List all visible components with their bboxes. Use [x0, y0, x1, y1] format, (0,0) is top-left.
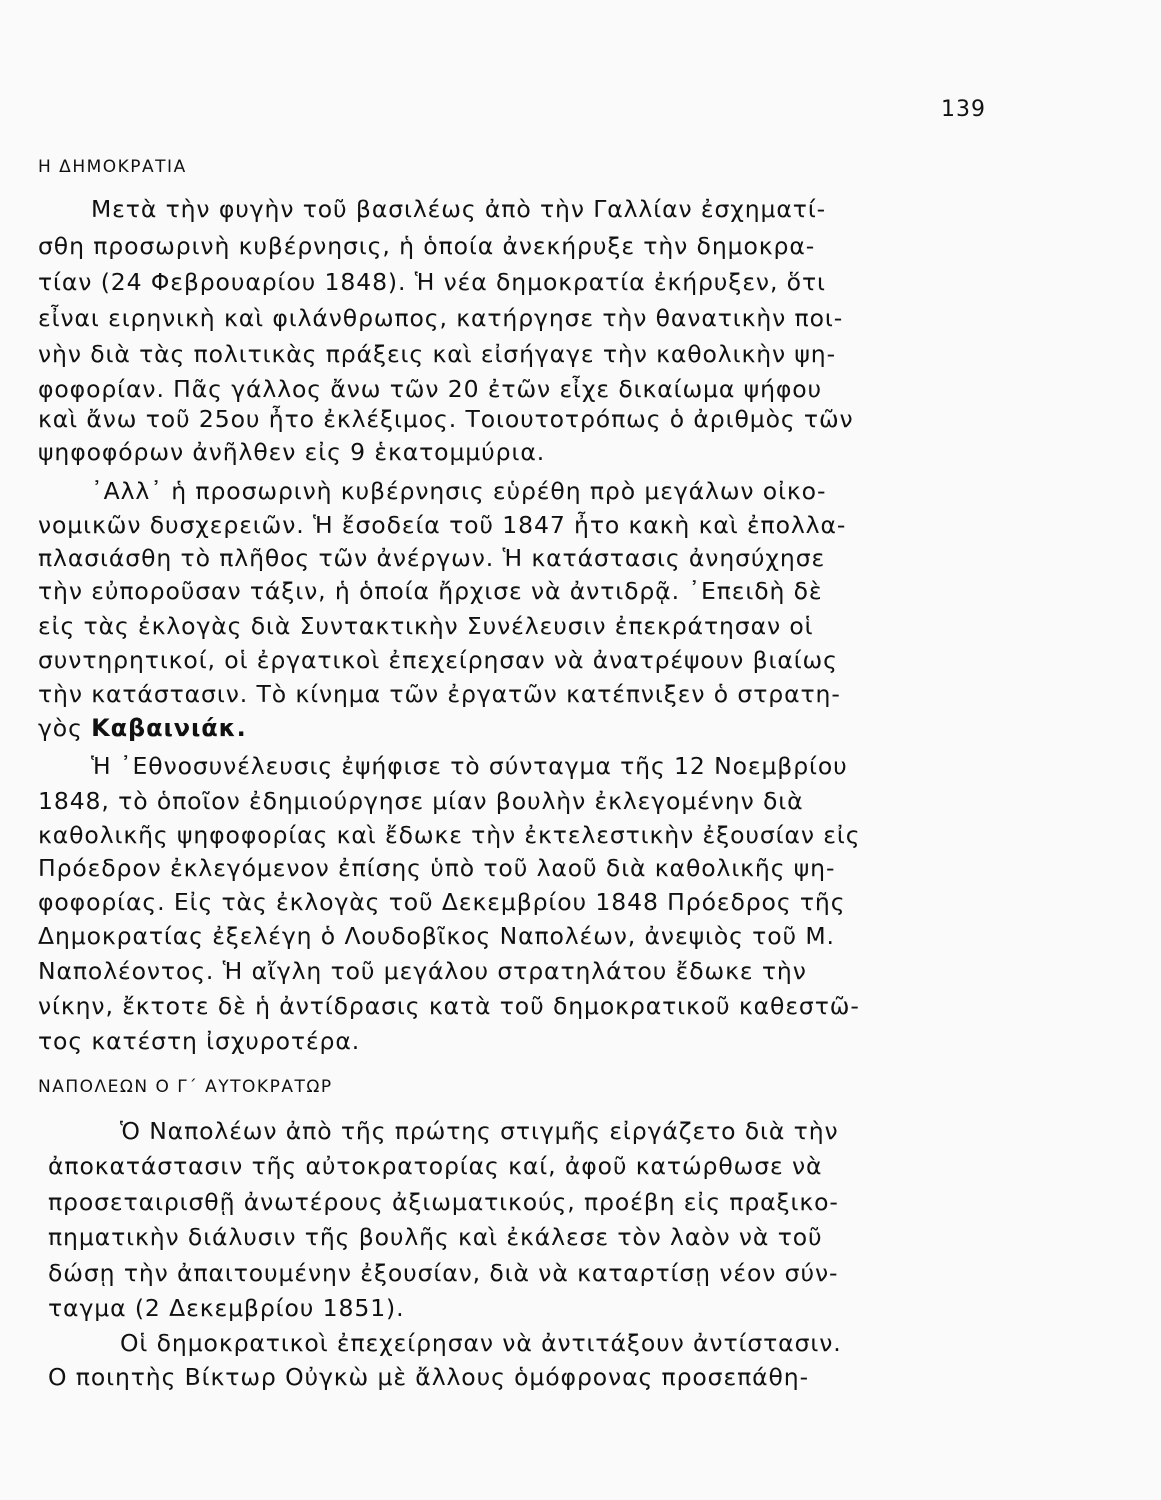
- text-line: δώσῃ τὴν ἀπαιτουμένην ἐξουσίαν, διὰ νὰ καταρτίσῃ νέον σύν-: [48, 1259, 839, 1287]
- text-line: προσεταιρισθῇ ἀνωτέρους ἀξιωματικούς, προέβη εἰς πραξικο-: [48, 1188, 839, 1216]
- text-line: πηματικὴν διάλυσιν τῆς βουλῆς καὶ ἐκάλεσε τὸν λαὸν νὰ τοῦ: [48, 1223, 823, 1251]
- text-line: καὶ ἄνω τοῦ 25ου ἦτο ἐκλέξιμος. Τοιουτοτρόπως ὁ ἀριθμὸς τῶν: [38, 405, 854, 433]
- text-line: καθολικῆς ψηφοφορίας καὶ ἔδωκε τὴν ἐκτελεστικὴν ἐξουσίαν εἰς: [38, 821, 861, 849]
- person-name-bold: Καβαινιάκ.: [91, 714, 247, 742]
- text-line: φοφορίας. Εἰς τὰς ἐκλογὰς τοῦ Δεκεμβρίου 1848 Πρόεδρος τῆς: [38, 888, 846, 916]
- text-line: ταγμα (2 Δεκεμβρίου 1851).: [48, 1294, 405, 1322]
- text-line: Ἡ ᾿Εθνοσυνέλευσις ἐψήφισε τὸ σύνταγμα τῆς 12 Νοεμβρίου: [91, 752, 848, 780]
- text-line: τίαν (24 Φεβρουαρίου 1848). Ἡ νέα δημοκρατία ἐκήρυξεν, ὅτι: [38, 268, 826, 296]
- text-line: Δημοκρατίας ἐξελέγη ὁ Λουδοβῖκος Ναπολέων, ἀνεψιὸς τοῦ Μ.: [38, 922, 835, 950]
- text-line: Ο ποιητὴς Βίκτωρ Οὐγκὼ μὲ ἄλλους ὁμόφρονας προσεπάθη-: [48, 1363, 809, 1391]
- text-line: ᾿Αλλ᾿ ἡ προσωρινὴ κυβέρνησις εὑρέθη πρὸ μεγάλων οἰκο-: [91, 477, 827, 505]
- text-line: Ναπολέοντος. Ἡ αἴγλη τοῦ μεγάλου στρατηλάτου ἔδωκε τὴν: [38, 957, 807, 985]
- text-line: τὴν εὐποροῦσαν τάξιν, ἡ ὁποία ἤρχισε νὰ ἀντιδρᾷ. ᾿Επειδὴ δὲ: [38, 577, 823, 605]
- page-number: 139: [941, 97, 986, 122]
- text-line: συντηρητικοί, οἱ ἐργατικοὶ ἐπεχείρησαν νὰ ἀνατρέψουν βιαίως: [38, 646, 838, 674]
- text-line: Οἱ δημοκρατικοὶ ἐπεχείρησαν νὰ ἀντιτάξουν ἀντίστασιν.: [120, 1329, 842, 1357]
- text-line: Πρόεδρον ἐκλεγόμενον ἐπίσης ὑπὸ τοῦ λαοῦ διὰ καθολικῆς ψη-: [38, 854, 836, 882]
- text-line: Μετὰ τὴν φυγὴν τοῦ βασιλέως ἀπὸ τὴν Γαλλίαν ἐσχηματί-: [91, 195, 827, 223]
- section-heading-napoleon-iii: ΝΑΠΟΛΕΩΝ Ο Γ΄ ΑΥΤΟΚΡΑΤΩΡ: [38, 1077, 333, 1097]
- text-line: νομικῶν δυσχερειῶν. Ἡ ἔσοδεία τοῦ 1847 ἦτο κακὴ καὶ ἐπολλα-: [38, 511, 847, 539]
- text-line: πλασιάσθη τὸ πλῆθος τῶν ἀνέργων. Ἡ κατάστασις ἀνησύχησε: [38, 544, 826, 572]
- text-line: εἶναι ειρηνικὴ καὶ φιλάνθρωπος, κατήργησε τὴν θανατικὴν ποι-: [38, 304, 844, 332]
- text-line: τὴν κατάστασιν. Τὸ κίνημα τῶν ἐργατῶν κατέπνιξεν ὁ στρατη-: [38, 680, 841, 708]
- text-line: νὴν διὰ τὰς πολιτικὰς πράξεις καὶ εἰσήγαγε τὴν καθολικὴν ψη-: [38, 340, 836, 368]
- text-line: τος κατέστη ἰσχυροτέρα.: [38, 1027, 361, 1055]
- text-line: ψηφοφόρων ἀνῆλθεν εἰς 9 ἑκατομμύρια.: [38, 438, 546, 466]
- text-line-with-name: [38, 716, 247, 741]
- text-line: νίκην, ἔκτοτε δὲ ἡ ἀντίδρασις κατὰ τοῦ δημοκρατικοῦ καθεστῶ-: [38, 992, 860, 1020]
- text-line: ἀποκατάστασιν τῆς αὐτοκρατορίας καί, ἀφοῦ κατώρθωσε νὰ: [48, 1152, 823, 1180]
- text-line: σθη προσωρινὴ κυβέρνησις, ἡ ὁποία ἀνεκήρυξε τὴν δημοκρα-: [38, 232, 816, 260]
- text-line: φοφορίαν. Πᾶς γάλλος ἄνω τῶν 20 ἐτῶν εἶχε δικαίωμα ψήφου: [38, 375, 823, 403]
- section-heading-democracy: Η ΔΗΜΟΚΡΑΤΙΑ: [38, 157, 187, 177]
- text-line: 1848, τὸ ὁποῖον ἐδημιούργησε μίαν βουλὴν ἐκλεγομένην διὰ: [38, 787, 804, 815]
- text-line: εἰς τὰς ἐκλογὰς διὰ Συντακτικὴν Συνέλευσιν ἐπεκράτησαν οἱ: [38, 612, 814, 640]
- text-fragment: γὸς: [38, 714, 92, 742]
- text-line: Ὁ Ναπολέων ἀπὸ τῆς πρώτης στιγμῆς εἰργάζετο διὰ τὴν: [120, 1117, 839, 1145]
